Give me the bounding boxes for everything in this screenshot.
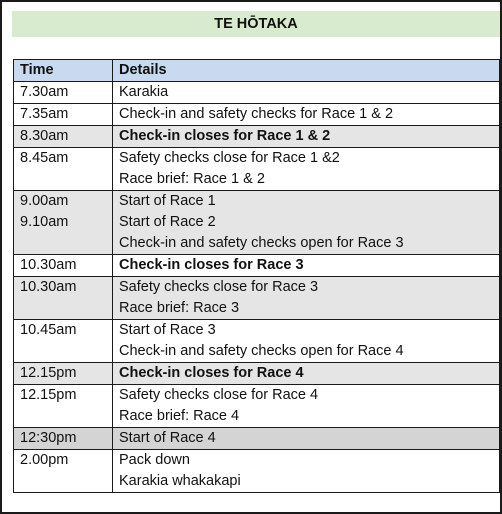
column-header-details: Details: [113, 60, 500, 82]
table-row: [14, 320, 500, 363]
time-text: 8.45am: [20, 150, 69, 166]
detail-text: Race brief: Race 1 & 2: [119, 171, 265, 187]
column-header-time: Time: [14, 60, 113, 82]
detail-text: Check-in and safety checks open for Race 4: [119, 343, 404, 359]
time-text: 10.30am: [20, 257, 77, 273]
detail-text: Karakia: [119, 84, 169, 100]
detail-text: Pack down: [119, 452, 190, 468]
time-text: 12:30pm: [20, 430, 77, 446]
detail-text: Safety checks close for Race 4: [119, 387, 319, 403]
table-row: [14, 255, 500, 277]
details-cell: [113, 82, 500, 104]
details-cell: [113, 428, 500, 450]
time-cell: [14, 148, 113, 191]
time-cell: [14, 450, 113, 493]
details-cell: [113, 126, 500, 148]
detail-text: Start of Race 1: [119, 193, 216, 209]
detail-text: Race brief: Race 3: [119, 300, 240, 316]
details-cell: [113, 191, 500, 255]
time-text: 9.10am: [20, 214, 69, 230]
time-text: 10.30am: [20, 279, 77, 295]
schedule-body: [14, 82, 500, 493]
table-row: [14, 191, 500, 255]
detail-text: Check-in closes for Race 1 & 2: [119, 128, 331, 144]
details-cell: [113, 104, 500, 126]
time-text: 7.35am: [20, 106, 69, 122]
table-row: [14, 385, 500, 428]
table-row: [14, 126, 500, 148]
time-cell: [14, 255, 113, 277]
details-cell: [113, 277, 500, 320]
detail-text: Check-in and safety checks open for Race 3: [119, 235, 404, 251]
time-text: 12.15pm: [20, 387, 77, 403]
time-text: 9.00am: [20, 193, 69, 209]
time-text: 2.00pm: [20, 452, 69, 468]
table-row: [14, 363, 500, 385]
detail-text: Check-in and safety checks for Race 1 & 2: [119, 106, 394, 122]
detail-text: Check-in closes for Race 3: [119, 257, 304, 273]
time-text: 10.45am: [20, 322, 77, 338]
time-text: 8.30am: [20, 128, 69, 144]
table-row: [14, 148, 500, 191]
time-cell: [14, 82, 113, 104]
time-cell: [14, 363, 113, 385]
time-text: 12.15pm: [20, 365, 77, 381]
details-cell: [113, 450, 500, 493]
table-row: [14, 450, 500, 493]
time-cell: [14, 191, 113, 255]
table-row: [14, 82, 500, 104]
detail-text: Start of Race 4: [119, 430, 216, 446]
time-cell: [14, 277, 113, 320]
detail-text: Start of Race 2: [119, 214, 216, 230]
time-text: 7.30am: [20, 84, 69, 100]
time-cell: [14, 385, 113, 428]
time-cell: [14, 126, 113, 148]
schedule-title: TE HŌTAKA: [12, 11, 500, 37]
schedule-table: [13, 59, 500, 493]
details-cell: [113, 385, 500, 428]
detail-text: Karakia whakakapi: [119, 473, 241, 489]
time-cell: [14, 320, 113, 363]
details-cell: [113, 363, 500, 385]
time-cell: [14, 104, 113, 126]
time-cell: [14, 428, 113, 450]
detail-text: Check-in closes for Race 4: [119, 365, 304, 381]
detail-text: Start of Race 3: [119, 322, 216, 338]
table-row: [14, 277, 500, 320]
details-cell: [113, 148, 500, 191]
detail-text: Race brief: Race 4: [119, 408, 240, 424]
detail-text: Safety checks close for Race 3: [119, 279, 319, 295]
details-cell: [113, 255, 500, 277]
table-row: [14, 428, 500, 450]
details-cell: [113, 320, 500, 363]
header-row: [14, 60, 500, 82]
detail-text: Safety checks close for Race 1 &2: [119, 150, 340, 166]
table-row: [14, 104, 500, 126]
